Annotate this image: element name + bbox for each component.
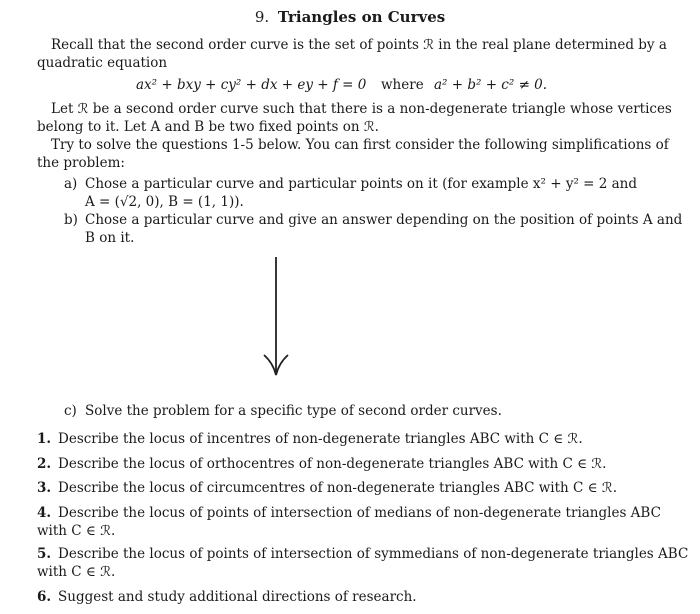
question-4-line-2: with C ∈ ℛ. (37, 523, 116, 539)
question-5-number: 5. (37, 546, 52, 562)
simplification-c-label: c) (64, 403, 77, 419)
para3-line-1: Try to solve the questions 1-5 below. You can first consider the following simplifications of (51, 137, 669, 153)
question-5-line-2: with C ∈ ℛ. (37, 564, 116, 580)
title-number: 9. (254, 8, 270, 26)
title-text: Triangles on Curves (277, 8, 446, 26)
simplification-c-line-1: Solve the problem for a specific type of second order curves. (85, 403, 502, 419)
equation-where: where (381, 77, 424, 93)
intro-line-2: quadratic equation (37, 55, 168, 71)
question-1-text: Describe the locus of incentres of non-degenerate triangles ABC with C ∈ ℛ. (58, 431, 583, 447)
simplification-b-label: b) (64, 212, 78, 228)
question-1-number: 1. (37, 431, 52, 447)
arrow-down-icon (258, 255, 294, 380)
question-4-line-1: Describe the locus of points of intersection of medians of non-degenerate triangles ABC (58, 505, 661, 521)
intro-line-1: Recall that the second order curve is the set of points ℛ in the real plane determined by a (51, 37, 667, 53)
question-2-number: 2. (37, 456, 52, 472)
question-6-text: Suggest and study additional directions of research. (58, 589, 417, 605)
equation-lhs: ax² + bxy + cy² + dx + ey + f = 0 (136, 77, 367, 93)
simplification-a-line-1: Chose a particular curve and particular points on it (for example x² + y² = 2 and (85, 176, 638, 192)
para2-line-2: belong to it. Let A and B be two fixed points on ℛ. (37, 119, 379, 135)
page-title (0, 8, 700, 26)
simplification-a-label: a) (64, 176, 78, 192)
question-3-number: 3. (37, 480, 52, 496)
question-4-number: 4. (37, 505, 52, 521)
simplification-a-line-2: A = (√2, 0), B = (1, 1)). (85, 194, 244, 210)
question-5-line-1: Describe the locus of points of intersection of symmedians of non-degenerate triangles ABC (58, 546, 689, 562)
para2-line-1: Let ℛ be a second order curve such that there is a non-degenerate triangle whose vertices (51, 101, 672, 117)
simplification-b-line-1: Chose a particular curve and give an answer depending on the position of points A and (85, 212, 683, 228)
para3-line-2: the problem: (37, 155, 125, 171)
question-6-number: 6. (37, 589, 52, 605)
equation-condition: a² + b² + c² ≠ 0. (434, 77, 548, 93)
question-2-text: Describe the locus of orthocentres of non-degenerate triangles ABC with C ∈ ℛ. (58, 456, 607, 472)
simplification-b-line-2: B on it. (85, 230, 135, 246)
question-3-text: Describe the locus of circumcentres of non-degenerate triangles ABC with C ∈ ℛ. (58, 480, 617, 496)
